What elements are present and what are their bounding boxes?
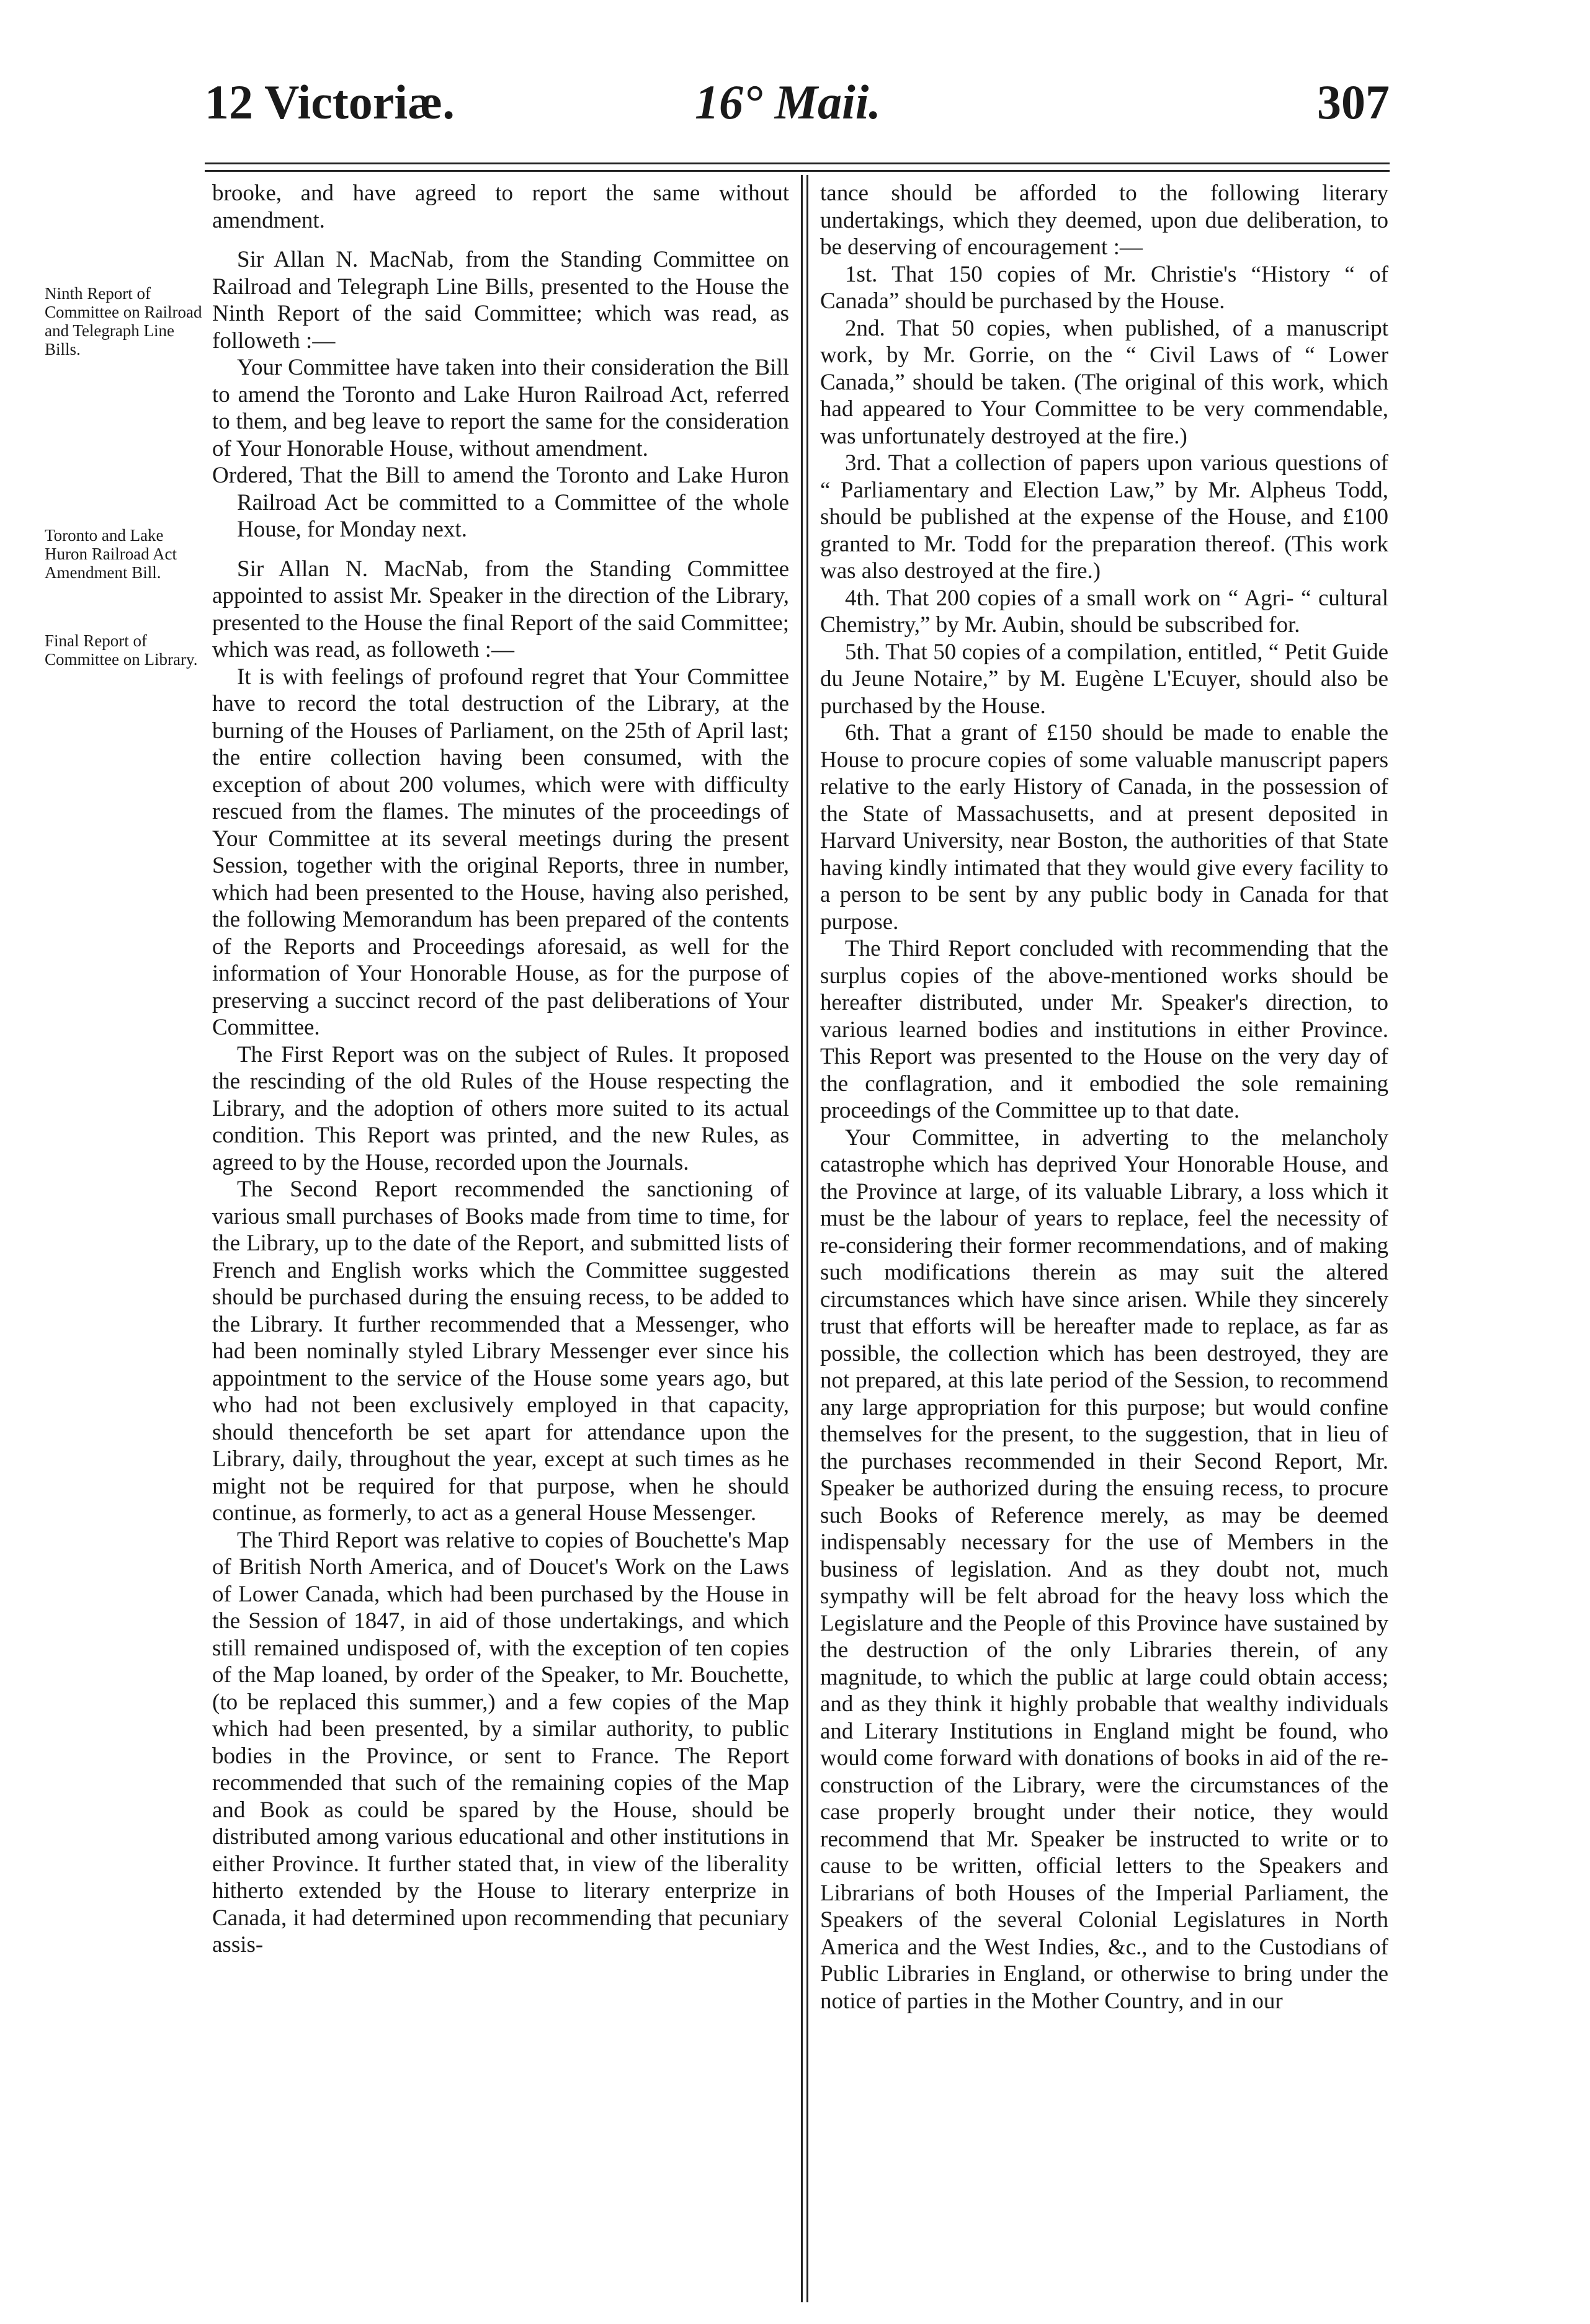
paragraph: Ordered, That the Bill to amend the Toronto and Lake Huron Railroad Act be committed to a Committee of the whole House, for Monday next. (212, 463, 789, 542)
paragraph: Sir Allan N. MacNab, from the Standing Committee on Railroad and Telegraph Line Bills, presented to the House the Ninth Report of the said Committee; which was read, as followeth :— (212, 247, 789, 354)
paragraph: The Second Report recommended the sanctioning of various small purchases of Books made from time to time, for the Library, up to the date of the Report, and submitted lists of French and English works which the Committee suggested should be purchased during the ensuing recess, to be added to the Library. It further recommended that a Messenger, who had been nominally styled Library Messenger ever since his appointment to the service of the House some years ago, but who had not been exclusively employed in that capacity, should thenceforth be set apart for attendance upon the Library, daily, throughout the year, except at such times as he might not be required for that purpose, when he should continue, as formerly, to act as a general House Messenger. (212, 1177, 789, 1526)
column-divider-right (806, 175, 808, 2302)
header-rule-top (205, 163, 1390, 164)
margin-note-toronto-bill: Toronto and Lake Huron Railroad Act Amendment Bill. (45, 526, 177, 582)
list-item: 4th. That 200 copies of a small work on “ Agri- “ cultural Chemistry,” by Mr. Aubin, should be subscribed for. (820, 585, 1388, 638)
page-header (205, 74, 1390, 149)
paragraph: The First Report was on the subject of Rules. It proposed the rescinding of the old Rules of the House respecting the Library, and the adoption of others more suited to its actual condition. This Report was printed, and the new Rules, as agreed to by the House, recorded upon the Journals. (212, 1041, 789, 1175)
right-column (820, 180, 1388, 2015)
list-item: 6th. That a grant of £150 should be made to enable the House to procure copies of some valuable manuscript papers relative to the early History of Canada, in the possession of the State of Massachusetts, and at present deposited in Harvard University, near Boston, the authorities of that State having kindly intimated that they would give every facility to a person to be sent by any public body in Canada for that purpose. (820, 720, 1388, 935)
margin-note-library-report: Final Report of Committee on Library. (45, 631, 198, 669)
paragraph: Your Committee have taken into their consideration the Bill to amend the Toronto and Lake Huron Railroad Act, referred to them, and beg leave to report the same for the consideration of Your Honorable House, without amendment. (212, 355, 789, 461)
left-column (212, 180, 789, 1959)
paragraph: The Third Report was relative to copies of Bouchette's Map of British North America, and of Doucet's Work on the Laws of Lower Canada, which had been purchased by the House in the Session of 1847, in aid of those undertakings, and which still remained undisposed of, with the exception of ten copies of the Map loaned, by order of the Speaker, to Mr. Bouchette, (to be replaced this summer,) and a few copies of the Map which had been presented, by a similar authority, to public bodies in the Province, or sent to France. The Report recommended that such of the remaining copies of the Map and Book as could be spared by the House, should be distributed among various educational and other institutions in either Province. It further stated that, in view of the liberality hitherto extended by the House to literary enterprize in Canada, it had determined upon recommending that pecuniary assis- (212, 1527, 789, 1957)
paragraph: The Third Report concluded with recommending that the surplus copies of the above-mentioned works should be hereafter distributed, under Mr. Speaker's direction, to various learned bodies and institutions in either Province. This Report was presented to the House on the very day of the conflagration, and it embodied the sole remaining proceedings of the Committee up to that date. (820, 936, 1388, 1123)
margin-note-ninth-report: Ninth Report of Committee on Railroad and Telegraph Line Bills. (45, 284, 202, 358)
header-rule-bottom (205, 170, 1390, 172)
paragraph: tance should be afforded to the following literary undertakings, which they deemed, upon due deliberation, to be deserving of encouragement :— (820, 180, 1388, 260)
list-item: 1st. That 150 copies of Mr. Christie's “History “ of Canada” should be purchased by the House. (820, 261, 1388, 314)
page-number: 307 (1317, 75, 1390, 129)
header-regnal-year: 12 Victoriæ. (205, 75, 455, 129)
paragraph: Your Committee, in adverting to the melancholy catastrophe which has deprived Your Honorable House, and the Province at large, of its valuable Library, a loss which it must be the labour of years to replace, feel the necessity of re-considering their former recommendations, and of making such modifications therein as may suit the altered circumstances which have since arisen. While they sincerely trust that efforts will be hereafter made to replace, as far as possible, the collection which has been destroyed, they are not prepared, at this late period of the Session, to recommend any large appropriation for this purpose; but would confine themselves for the present, to the suggestion, that in lieu of the purchases recommended in their Second Report, Mr. Speaker be authorized during the ensuing recess, to procure such Books of Reference merely, as may be deemed indispensably necessary for the use of Members in the business of legislation. And as they doubt not, much sympathy will be felt abroad for the heavy loss which the Legislature and the People of this Province have sustained by the destruction of the only Libraries therein, of any magnitude, to which the public at large could obtain access; and as they think it highly probable that wealthy individuals and Literary Institutions in England might be found, who would come forward with donations of books in aid of the re-construction of the Library, were the circumstances of the case properly brought under their notice, they would recommend that Mr. Speaker be instructed to write or to cause to be written, official letters to the Speakers and Librarians of both Houses of the Imperial Parliament, the Speakers of the several Colonial Legislatures in North America and the West Indies, &c., and to the Custodians of Public Libraries in England, or otherwise to bring under the notice of parties in the Mother Country, and in our (820, 1124, 1388, 2014)
column-divider-left (801, 175, 803, 2302)
list-item: 5th. That 50 copies of a compilation, entitled, “ Petit Guide du Jeune Notaire,” by M. Eugène L'Ecuyer, should also be purchased by the House. (820, 639, 1388, 719)
list-item: 2nd. That 50 copies, when published, of a manuscript work, by Mr. Gorrie, on the “ Civil Laws of “ Lower Canada,” should be taken. (The original of this work, which had appeared to Your Committee to be very commendable, was unfortunately destroyed at the fire.) (820, 315, 1388, 449)
header-date: 16° Maii. (695, 75, 881, 129)
paragraph: brooke, and have agreed to report the same without amendment. (212, 180, 789, 233)
paragraph: It is with feelings of profound regret that Your Committee have to record the total destruction of the Library, at the burning of the Houses of Parliament, on the 25th of April last; the entire collection having been consumed, with the exception of about 200 volumes, which were with difficulty rescued from the flames. The minutes of the proceedings of Your Committee at its several meetings during the present Session, together with the original Reports, three in number, which had been presented to the House, having also perished, the following Memorandum has been prepared of the contents of the Reports and Proceedings aforesaid, as well for the information of Your Honorable House, as for the purpose of preserving a succinct record of the past deliberations of Your Committee. (212, 664, 789, 1040)
list-item: 3rd. That a collection of papers upon various questions of “ Parliamentary and Election Law,” by Mr. Alpheus Todd, should be published at the expense of the House, and £100 granted to Mr. Todd for the preparation thereof. (This work was also destroyed at the fire.) (820, 450, 1388, 584)
paragraph: Sir Allan N. MacNab, from the Standing Committee appointed to assist Mr. Speaker in the direction of the Library, presented to the House the final Report of the said Committee; which was read, as followeth :— (212, 556, 789, 662)
